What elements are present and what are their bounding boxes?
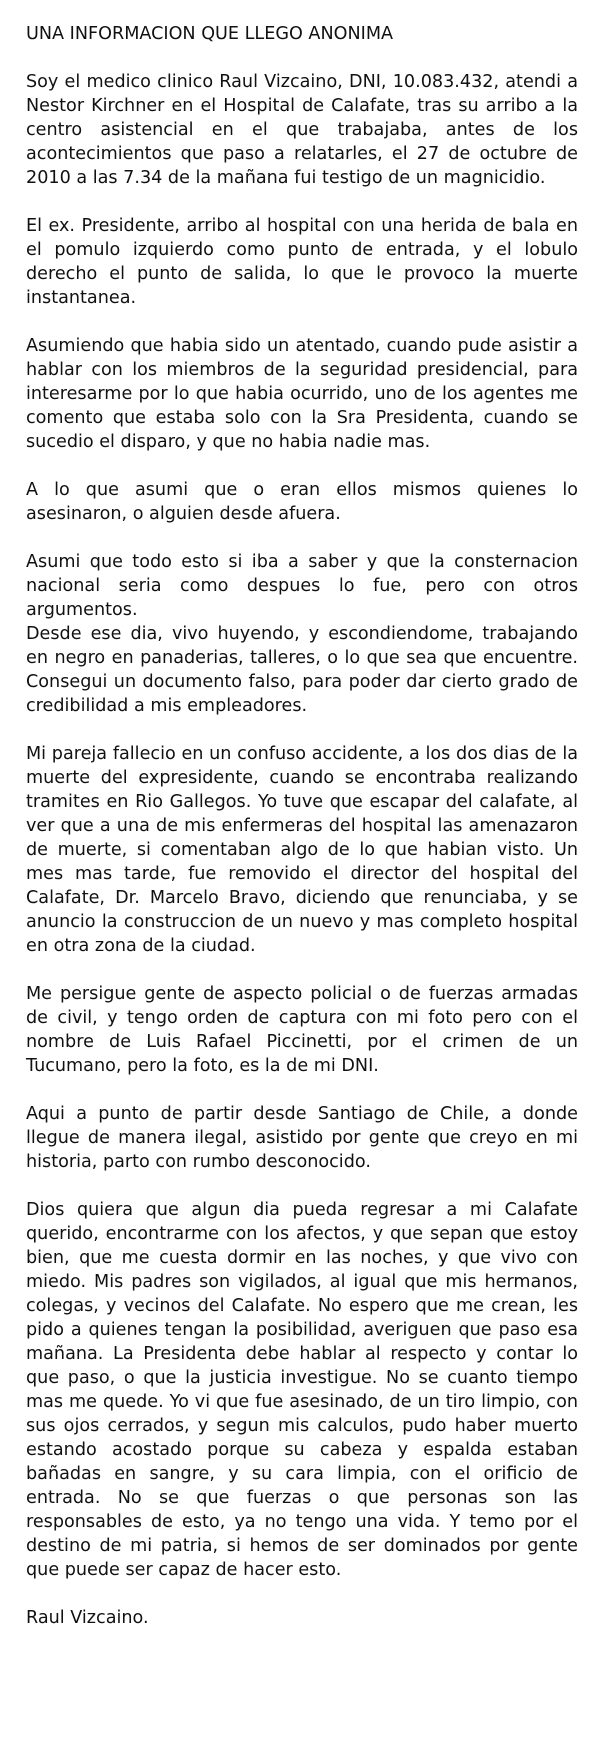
paragraph-plea: Dios quiera que algun dia pueda regresar a mi Calafate querido, encontrarme con los afectos, y que sepan que estoy bien, que me cuesta dormir en las noches, y que vivo con miedo. Mis padres son vigilados, al igual que mis hermanos, colegas, y vecinos del Calafate. No espero que me crean, les pido a quienes tengan la posibilidad, averiguen que paso esa mañana. La Presidenta debe hablar al respecto y contar lo que paso, o que la justicia investigue. No se cuanto tiempo mas me quede. Yo vi que fue asesinado, de un tiro limpio, con sus ojos cerrados, y segun mis calculos, pudo haber muerto estando acostado porque su cabeza y espalda estaban bañadas en sangre, y su cara limpia, con el orificio de entrada. No se que fuerzas o que personas son las responsables de esto, ya no tengo una vida. Y temo por el destino de mi patria, si hemos de ser dominados por gente que puede ser capaz de hacer esto. — [26, 1200, 578, 1580]
paragraph-assumption: A lo que asumi que o eran ellos mismos quienes lo asesinaron, o alguien desde afuera. — [26, 480, 578, 524]
document — [26, 22, 578, 1630]
paragraph-persecution: Me persigue gente de aspecto policial o de fuerzas armadas de civil, y tengo orden de captura con mi foto pero con el nombre de Luis Rafael Piccinetti, por el crimen de un Tucumano, pero la foto, es la de mi DNI. — [26, 984, 578, 1076]
paragraph-partner: Mi pareja fallecio en un confuso accidente, a los dos dias de la muerte del expresidente, cuando se encontraba realizando tramites en Rio Gallegos. Yo tuve que escapar del calafate, al ver que a una de mis enfermeras del hospital las amenazaron de muerte, si comentaban algo de lo que habian visto. Un mes mas tarde, fue removido el director del hospital del Calafate, Dr. Marcelo Bravo, diciendo que renunciaba, y se anuncio la construccion de un nuevo y mas completo hospital en otra zona de la ciudad. — [26, 744, 578, 956]
paragraph-security: Asumiendo que habia sido un atentado, cuando pude asistir a hablar con los miembros de la seguridad presidencial, para interesarme por lo que habia ocurrido, uno de los agentes me comento que estaba solo con la Sra Presidenta, cuando se sucedio el disparo, y que no habia nadie mas. — [26, 336, 578, 452]
paragraph-intro: Soy el medico clinico Raul Vizcaino, DNI, 10.083.432, atendi a Nestor Kirchner en el Hospital de Calafate, tras su arribo a la centro asistencial en el que trabajaba, antes de los acontecimientos que paso a relatarles, el 27 de octubre de 2010 a las 7.34 de la mañana fui testigo de un magnicidio. — [26, 72, 578, 188]
document-title: UNA INFORMACION QUE LLEGO ANONIMA — [26, 24, 394, 44]
paragraph-departure: Aqui a punto de partir desde Santiago de Chile, a donde llegue de manera ilegal, asistido por gente que creyo en mi historia, parto con rumbo desconocido. — [26, 1104, 578, 1172]
paragraph-fleeing: Desde ese dia, vivo huyendo, y escondiendome, trabajando en negro en panaderias, talleres, o lo que sea que encuentre. Consegui un documento falso, para poder dar cierto grado de credibilidad a mis empleadores. — [26, 624, 578, 716]
paragraph-consternation: Asumi que todo esto si iba a saber y que la consternacion nacional seria como despues lo fue, pero con otros argumentos. — [26, 552, 578, 620]
signature: Raul Vizcaino. — [26, 1608, 149, 1628]
paragraph-wound: El ex. Presidente, arribo al hospital con una herida de bala en el pomulo izquierdo como punto de entrada, y el lobulo derecho el punto de salida, lo que le provoco la muerte instantanea. — [26, 216, 578, 308]
